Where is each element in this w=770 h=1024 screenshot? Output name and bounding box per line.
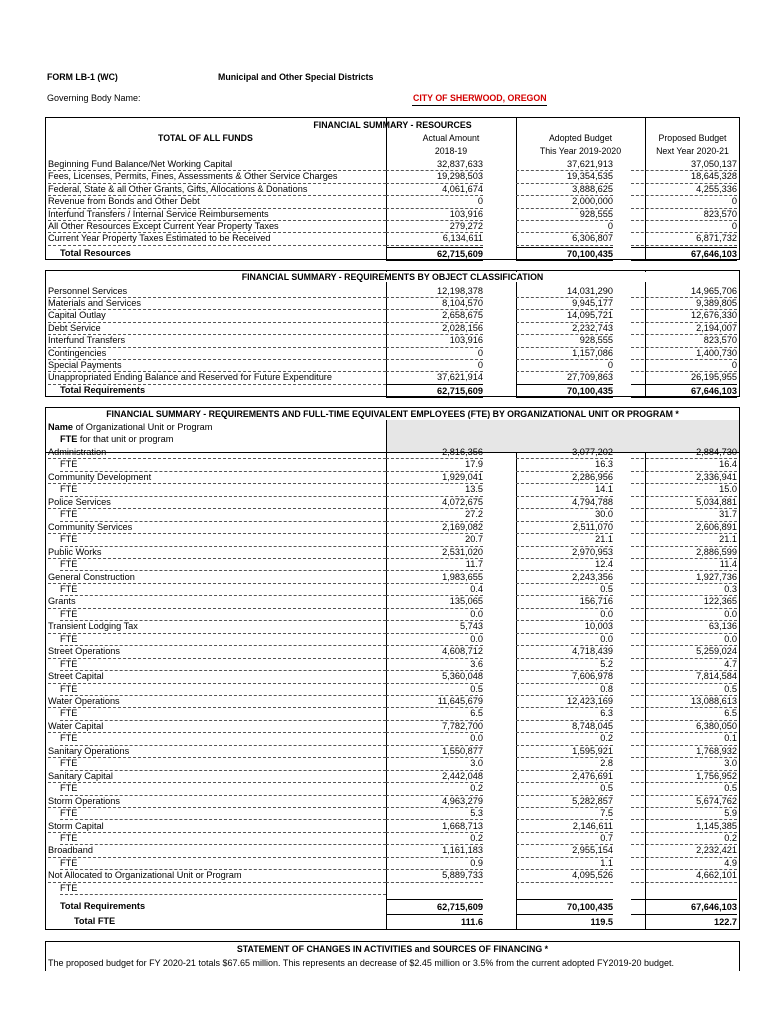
requirements-value-col3: 1,400,730 (631, 347, 737, 360)
fte-value-col3: 5,674,762 (631, 795, 737, 808)
resources-label: Current Year Property Taxes Estimated to be Received (48, 232, 386, 245)
requirements-label: Special Payments (48, 359, 386, 372)
fte-value-col1: 2,531,020 (386, 546, 483, 559)
fte-value-col3: 2,606,891 (631, 521, 737, 534)
resources-value-col2: 928,555 (516, 208, 613, 221)
resources-value-col3: 18,645,328 (631, 170, 737, 183)
requirements-value-col2: 0 (516, 359, 613, 372)
form-label: FORM LB-1 (WC) (47, 72, 118, 82)
fte-value-col1: 13.5 (386, 483, 483, 496)
fte-value-col1: 20.7 (386, 533, 483, 546)
fte-value-col2: 2,955,154 (516, 844, 613, 857)
fte-value-col1 (386, 882, 483, 883)
fte-label: Street Capital (48, 670, 386, 683)
fte-value-col2: 30.0 (516, 508, 613, 521)
resources-row (46, 195, 739, 207)
requirements-label: Unappropriated Ending Balance and Reserved for Future Expenditure (48, 371, 386, 384)
resources-value-col3: 0 (631, 195, 737, 208)
fte-value-col1: 0.9 (386, 857, 483, 870)
resources-value-col1: 0 (386, 195, 483, 208)
fte-value-col2: 2.8 (516, 757, 613, 770)
fte-value-col1: 11.7 (386, 558, 483, 571)
col1-header: Actual Amount 2018-19 (422, 133, 480, 156)
requirements-value-col3: 823,570 (631, 334, 737, 347)
fte-value-col3: 0.3 (631, 583, 737, 596)
fte-value-col2: 1,595,921 (516, 745, 613, 758)
fte-label: Public Works (48, 546, 386, 559)
fte-row (46, 844, 739, 856)
fte-value-col2: 0.0 (516, 608, 613, 621)
fte-label: FTE (60, 857, 386, 870)
fte-row (46, 695, 739, 707)
fte-value-col2: 0.0 (516, 633, 613, 646)
resources-value-col3: 0 (631, 220, 737, 233)
fte-value-col2: 21.1 (516, 533, 613, 546)
resources-value-col1: 279,272 (386, 220, 483, 233)
fte-row (46, 795, 739, 807)
fte-value-col3: 11.4 (631, 558, 737, 571)
requirements-value-col3: 12,676,330 (631, 309, 737, 322)
statement-title: STATEMENT OF CHANGES IN ACTIVITIES and SOURCES OF FINANCING * (236, 944, 549, 954)
fte-row (46, 595, 739, 607)
requirements-row (46, 371, 739, 383)
resources-value-col1: 4,061,674 (386, 183, 483, 196)
fte-value-col2: 0.8 (516, 683, 613, 696)
fte-value-col3: 2,884,730 (631, 446, 737, 459)
fte-label: FTE (60, 558, 386, 571)
governing-body-value: CITY OF SHERWOOD, OREGON (413, 93, 547, 103)
resources-label: Interfund Transfers / Internal Service Reimbursements (48, 208, 386, 221)
fte-value-col1: 27.2 (386, 508, 483, 521)
fte-value-col1: 2,169,082 (386, 521, 483, 534)
requirements-value-col1: 2,028,156 (386, 322, 483, 335)
fte-label: Police Services (48, 496, 386, 509)
fte-value-col1: 4,608,712 (386, 645, 483, 658)
fte-label: Transient Lodging Tax (48, 620, 386, 633)
resources-row (46, 170, 739, 182)
fte-value-col2: 8,748,045 (516, 720, 613, 733)
fte-value-col3: 2,886,599 (631, 546, 737, 559)
fte-value-col1: 135,065 (386, 595, 483, 608)
fte-row (46, 645, 739, 657)
requirements-label: Debt Service (48, 322, 386, 335)
fte-value-col2 (516, 882, 613, 883)
resources-row (46, 183, 739, 195)
fte-value-col3: 4.9 (631, 857, 737, 870)
fte-row (46, 546, 739, 558)
resources-value-col3: 4,255,336 (631, 183, 737, 196)
fte-row (46, 757, 739, 769)
fte-row (46, 869, 739, 881)
requirements-label: Capital Outlay (48, 309, 386, 322)
resources-label: Beginning Fund Balance/Net Working Capital (48, 158, 386, 171)
resources-value-col3: 37,050,137 (631, 158, 737, 171)
fte-label: Storm Operations (48, 795, 386, 808)
fte-value-col1: 4,963,279 (386, 795, 483, 808)
fte-row (46, 720, 739, 732)
fte-row (46, 483, 739, 495)
requirements-row (46, 297, 739, 309)
requirements-label: Contingencies (48, 347, 386, 360)
form-title: Municipal and Other Special Districts (218, 72, 374, 82)
requirements-row (46, 309, 739, 321)
requirements-value-col1: 0 (386, 347, 483, 360)
requirements-value-col1: 2,658,675 (386, 309, 483, 322)
fte-value-col3: 1,756,952 (631, 770, 737, 783)
fte-value-col1: 3.6 (386, 658, 483, 671)
fte-row (46, 471, 739, 483)
total-requirements-row: Total Requirements 62,715,609 70,100,435 67,646,103 (46, 384, 739, 396)
fte-row (46, 658, 739, 670)
fte-value-col2: 5,282,857 (516, 795, 613, 808)
fte-label: Grants (48, 595, 386, 608)
resources-label: All Other Resources Except Current Year Property Taxes (48, 220, 386, 233)
fte-value-col3: 6.5 (631, 707, 737, 720)
resources-value-col1: 19,298,503 (386, 170, 483, 183)
fte-label: Not Allocated to Organizational Unit or Program (48, 869, 386, 882)
total-resources-row: Total Resources 62,715,609 70,100,435 67,646,103 (46, 247, 739, 259)
fte-row (46, 770, 739, 782)
fte-label: Community Services (48, 521, 386, 534)
resources-value-col1: 6,134,611 (386, 232, 483, 245)
fte-label: FTE (60, 807, 386, 820)
fte-row (46, 521, 739, 533)
fte-value-col3: 0.0 (631, 608, 737, 621)
fte-value-col3: 21.1 (631, 533, 737, 546)
requirements-row (46, 359, 739, 371)
requirements-value-col3: 26,195,955 (631, 371, 737, 384)
fte-value-col2: 2,476,691 (516, 770, 613, 783)
fte-label: FTE (60, 757, 386, 770)
resources-value-col3: 6,871,732 (631, 232, 737, 245)
fte-section (45, 407, 740, 930)
governing-body-underline (412, 105, 547, 106)
resources-value-col1: 32,837,633 (386, 158, 483, 171)
resources-label: Federal, State & all Other Grants, Gifts, Allocations & Donations (48, 183, 386, 196)
fte-label: FTE (60, 608, 386, 621)
resources-value-col2: 3,888,625 (516, 183, 613, 196)
fte-label: FTE (60, 533, 386, 546)
fte-value-col2: 4,095,526 (516, 869, 613, 882)
fte-value-col2: 2,146,611 (516, 820, 613, 833)
fte-row (46, 508, 739, 520)
fte-value-col2: 7,606,978 (516, 670, 613, 683)
fte-label: Community Development (48, 471, 386, 484)
fte-value-col3: 5,259,024 (631, 645, 737, 658)
fte-label: FTE (60, 583, 386, 596)
fte-row (46, 620, 739, 632)
fte-title: FINANCIAL SUMMARY - REQUIREMENTS AND FULL-TIME EQUIVALENT EMPLOYEES (FTE) BY ORGANIZATIONAL UNIT OR PROGRAM * (106, 409, 679, 419)
fte-value-col1: 0.5 (386, 683, 483, 696)
fte-label: FTE (60, 707, 386, 720)
fte-value-col2: 7.5 (516, 807, 613, 820)
fte-row (46, 458, 739, 470)
fte-row (46, 496, 739, 508)
fte-label: Sanitary Operations (48, 745, 386, 758)
fte-value-col1: 4,072,675 (386, 496, 483, 509)
resources-value-col2: 6,306,807 (516, 232, 613, 245)
fte-value-col2: 5.2 (516, 658, 613, 671)
fte-value-col1: 7,782,700 (386, 720, 483, 733)
fte-value-col2: 0.2 (516, 732, 613, 745)
fte-value-col2: 2,511,070 (516, 521, 613, 534)
fte-label: Street Operations (48, 645, 386, 658)
fte-label: FTE (60, 633, 386, 646)
fte-value-col2: 2,286,956 (516, 471, 613, 484)
requirements-value-col3: 2,194,007 (631, 322, 737, 335)
fte-row (46, 558, 739, 570)
fte-row (46, 583, 739, 595)
fte-value-col2: 156,716 (516, 595, 613, 608)
fte-label: FTE (60, 483, 386, 496)
fte-label: FTE (60, 683, 386, 696)
fte-value-col3: 122,365 (631, 595, 737, 608)
governing-body-label: Governing Body Name: (47, 93, 141, 103)
requirements-value-col3: 0 (631, 359, 737, 372)
fte-row (46, 732, 739, 744)
unit-name-label: Name of Organizational Unit or Program (48, 422, 213, 432)
fte-value-col3: 4.7 (631, 658, 737, 671)
requirements-value-col1: 8,104,570 (386, 297, 483, 310)
fte-value-col2: 0.7 (516, 832, 613, 845)
requirements-row (46, 347, 739, 359)
col2-header: Adopted Budget This Year 2019-2020 (539, 133, 622, 156)
fte-value-col3: 16.4 (631, 458, 737, 471)
fte-value-col2: 12,423,169 (516, 695, 613, 708)
fte-value-col1: 6.5 (386, 707, 483, 720)
fte-label: Administration (48, 446, 386, 459)
fte-label: FTE (60, 658, 386, 671)
fte-total-requirements-row: Total Requirements 62,715,609 70,100,435 67,646,103 (46, 899, 739, 913)
resources-value-col2: 0 (516, 220, 613, 233)
resources-value-col2: 2,000,000 (516, 195, 613, 208)
requirements-value-col2: 1,157,086 (516, 347, 613, 360)
fte-row (46, 683, 739, 695)
fte-value-col2: 4,794,788 (516, 496, 613, 509)
requirements-value-col2: 14,095,721 (516, 309, 613, 322)
fte-value-col1: 0.0 (386, 732, 483, 745)
resources-title: FINANCIAL SUMMARY - RESOURCES (313, 120, 472, 130)
requirements-label: Interfund Transfers (48, 334, 386, 347)
fte-value-col2: 3,077,202 (516, 446, 613, 459)
fte-label: FTE (60, 832, 386, 845)
fte-value-col1: 3.0 (386, 757, 483, 770)
requirements-value-col1: 12,198,378 (386, 285, 483, 298)
requirements-value-col1: 0 (386, 359, 483, 372)
fte-value-col3: 0.0 (631, 633, 737, 646)
fte-value-col1: 0.0 (386, 633, 483, 646)
fte-row (46, 745, 739, 757)
fte-value-col1: 2,442,048 (386, 770, 483, 783)
fte-value-col3: 1,927,736 (631, 571, 737, 584)
fte-value-col2: 6.3 (516, 707, 613, 720)
fte-value-col1: 5,743 (386, 620, 483, 633)
resources-label: Revenue from Bonds and Other Debt (48, 195, 386, 208)
fte-value-col3: 0.5 (631, 782, 737, 795)
requirements-value-col2: 14,031,290 (516, 285, 613, 298)
fte-value-col1: 1,550,877 (386, 745, 483, 758)
fte-value-col3: 6,380,050 (631, 720, 737, 733)
fte-value-col3: 0.2 (631, 832, 737, 845)
resources-value-col1: 103,916 (386, 208, 483, 221)
col3-header: Proposed Budget Next Year 2020-21 (656, 133, 729, 156)
fte-row (46, 670, 739, 682)
total-fte-row: Total FTE 111.6 119.5 122.7 (46, 914, 739, 928)
requirements-row (46, 285, 739, 297)
fte-value-col3: 1,768,932 (631, 745, 737, 758)
requirements-label: Materials and Services (48, 297, 386, 310)
fte-label: FTE (60, 508, 386, 521)
fte-row (46, 571, 739, 583)
fte-label: Broadband (48, 844, 386, 857)
fte-value-col2: 12.4 (516, 558, 613, 571)
fte-value-col1: 0.2 (386, 832, 483, 845)
fte-row (46, 608, 739, 620)
fte-row (46, 820, 739, 832)
fte-label: Storm Capital (48, 820, 386, 833)
fte-value-col1: 0.4 (386, 583, 483, 596)
resources-label: Fees, Licenses, Permits, Fines, Assessments & Other Service Charges (48, 170, 386, 183)
resources-row (46, 232, 739, 244)
fte-row (46, 832, 739, 844)
fte-label: FTE (60, 882, 386, 895)
statement-text: The proposed budget for FY 2020-21 totals $67.65 million. This represents an decrease of $2.45 million or 3.5% from the current adopted FY2019-20 budget. (48, 958, 675, 968)
requirements-title: FINANCIAL SUMMARY - REQUIREMENTS BY OBJECT CLASSIFICATION (46, 272, 739, 282)
fte-value-col3 (631, 882, 737, 883)
unit-fte-label: FTE for that unit or program (60, 434, 174, 444)
fte-value-col2: 4,718,439 (516, 645, 613, 658)
fte-label: FTE (60, 732, 386, 745)
fte-value-col3: 13,088,613 (631, 695, 737, 708)
resources-row (46, 158, 739, 170)
fte-value-col2: 10,003 (516, 620, 613, 633)
fte-row (46, 707, 739, 719)
fte-label: Water Capital (48, 720, 386, 733)
fte-value-col3: 5.9 (631, 807, 737, 820)
fte-value-col1: 1,161,183 (386, 844, 483, 857)
fte-value-col3: 0.1 (631, 732, 737, 745)
fte-value-col2: 16.3 (516, 458, 613, 471)
fte-value-col1: 0.0 (386, 608, 483, 621)
requirements-value-col3: 9,389,805 (631, 297, 737, 310)
fte-label: FTE (60, 782, 386, 795)
fte-value-col1: 5,889,733 (386, 869, 483, 882)
fte-row (46, 533, 739, 545)
fte-row (46, 807, 739, 819)
requirements-value-col3: 14,965,706 (631, 285, 737, 298)
fte-value-col3: 5,034,881 (631, 496, 737, 509)
fte-value-col1: 0.2 (386, 782, 483, 795)
statement-section (45, 941, 740, 971)
fte-value-col1: 2,816,356 (386, 446, 483, 459)
resources-value-col2: 37,621,913 (516, 158, 613, 171)
resources-value-col3: 823,570 (631, 208, 737, 221)
fte-value-col3: 2,336,941 (631, 471, 737, 484)
fte-value-col1: 11,645,679 (386, 695, 483, 708)
fte-value-col3: 4,662,101 (631, 869, 737, 882)
fte-value-col3: 3.0 (631, 757, 737, 770)
fte-row (46, 882, 739, 894)
fte-value-col3: 2,232,421 (631, 844, 737, 857)
fte-row (46, 446, 739, 458)
fte-value-col1: 5.3 (386, 807, 483, 820)
fte-value-col2: 1.1 (516, 857, 613, 870)
fte-value-col3: 7,814,584 (631, 670, 737, 683)
fte-value-col2: 14.1 (516, 483, 613, 496)
fte-value-col1: 5,360,048 (386, 670, 483, 683)
fte-label: General Construction (48, 571, 386, 584)
fte-label: Sanitary Capital (48, 770, 386, 783)
fte-value-col3: 0.5 (631, 683, 737, 696)
fte-row (46, 857, 739, 869)
requirements-value-col1: 103,916 (386, 334, 483, 347)
fte-value-col1: 1,668,713 (386, 820, 483, 833)
fte-value-col3: 31.7 (631, 508, 737, 521)
fte-value-col1: 1,983,655 (386, 571, 483, 584)
resources-value-col2: 19,354,535 (516, 170, 613, 183)
fte-row (46, 782, 739, 794)
resources-row (46, 208, 739, 220)
requirements-section (45, 270, 740, 397)
requirements-value-col2: 9,945,177 (516, 297, 613, 310)
fte-value-col1: 17.9 (386, 458, 483, 471)
resources-section (45, 117, 740, 260)
requirements-label: Personnel Services (48, 285, 386, 298)
requirements-value-col2: 2,232,743 (516, 322, 613, 335)
fte-value-col1: 1,929,041 (386, 471, 483, 484)
requirements-value-col2: 928,555 (516, 334, 613, 347)
requirements-row (46, 334, 739, 346)
fte-value-col2: 0.5 (516, 782, 613, 795)
fte-value-col3: 1,145,385 (631, 820, 737, 833)
fte-value-col2: 2,970,953 (516, 546, 613, 559)
requirements-value-col2: 27,709,863 (516, 371, 613, 384)
fte-value-col3: 15.0 (631, 483, 737, 496)
resources-row (46, 220, 739, 232)
fte-row (46, 633, 739, 645)
fte-label: Water Operations (48, 695, 386, 708)
total-all-funds-label: TOTAL OF ALL FUNDS (158, 133, 253, 143)
fte-value-col3: 63,136 (631, 620, 737, 633)
requirements-row (46, 322, 739, 334)
fte-value-col2: 2,243,356 (516, 571, 613, 584)
fte-value-col2: 0.5 (516, 583, 613, 596)
requirements-value-col1: 37,621,914 (386, 371, 483, 384)
fte-label: FTE (60, 458, 386, 471)
